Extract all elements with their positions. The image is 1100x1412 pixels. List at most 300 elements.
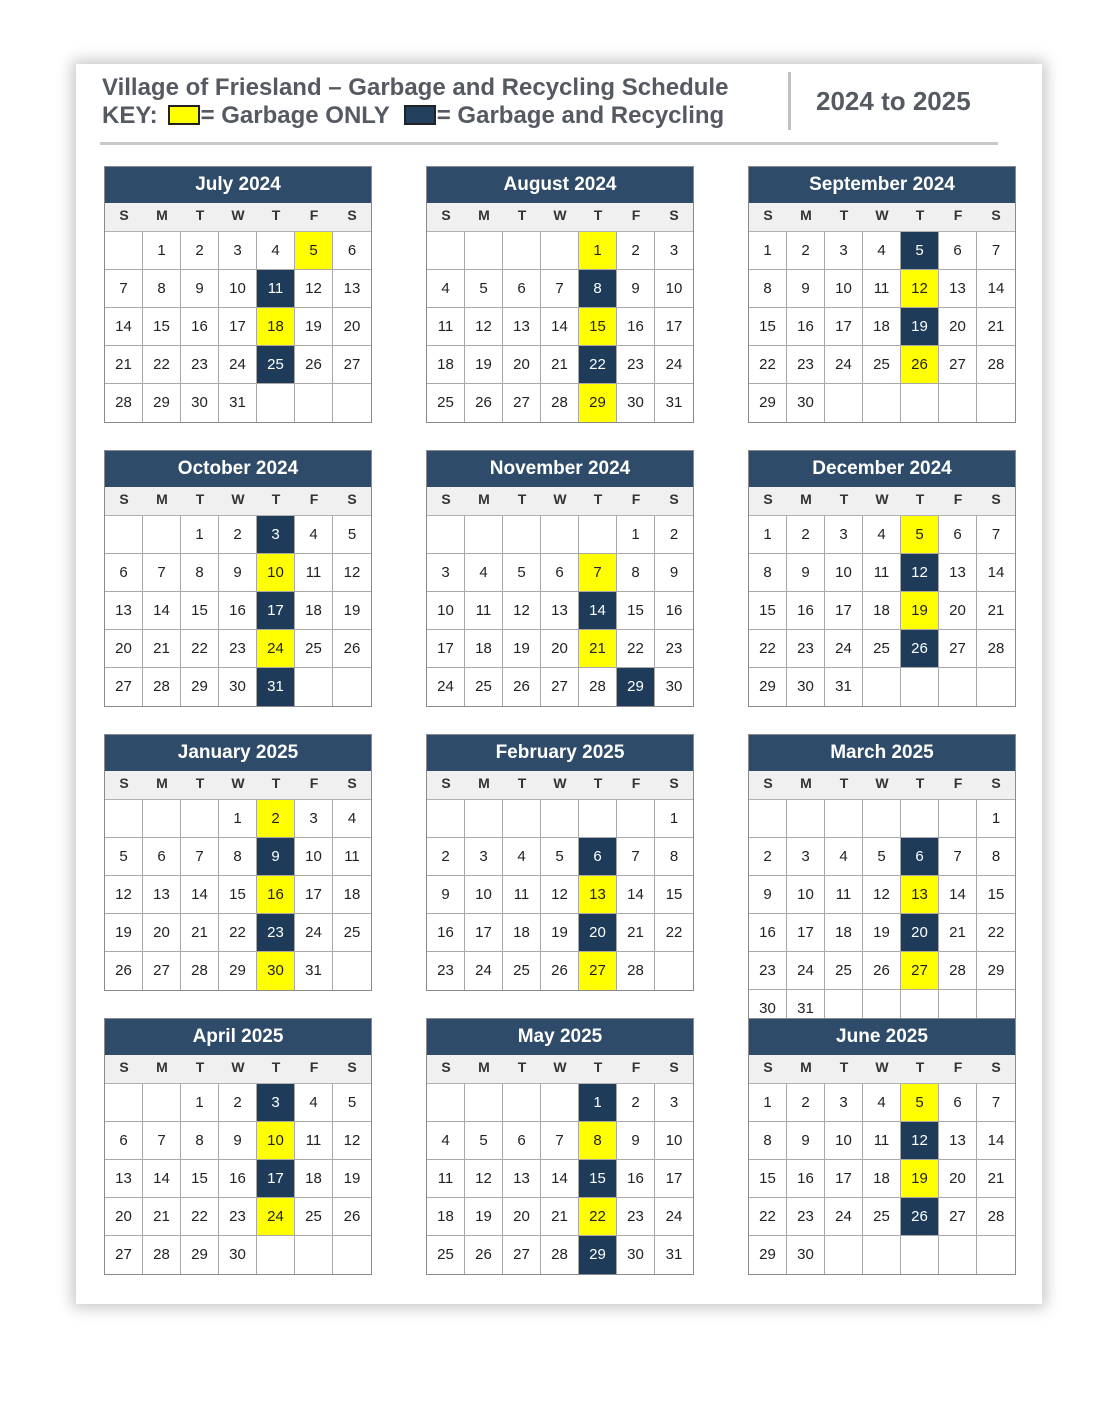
- day-cell: 16: [181, 308, 219, 346]
- weekday-label: T: [839, 491, 849, 507]
- empty-day-cell: [295, 1236, 333, 1274]
- day-cell: 6: [939, 516, 977, 554]
- empty-day-cell: [503, 1084, 541, 1122]
- weekday-label: W: [875, 1059, 889, 1075]
- day-cell: 2: [617, 232, 655, 270]
- weekday-label: M: [156, 775, 168, 791]
- day-cell: 13: [333, 270, 371, 308]
- empty-day-cell: [655, 952, 693, 990]
- empty-day-cell: [427, 800, 465, 838]
- day-cell-garbage-only: 19: [901, 592, 939, 630]
- weekday-label: S: [763, 491, 773, 507]
- day-cell: 15: [749, 1160, 787, 1198]
- empty-day-cell: [977, 384, 1015, 422]
- day-cell-garbage-only: 13: [901, 876, 939, 914]
- day-cell: 21: [143, 1198, 181, 1236]
- day-cell: 2: [427, 838, 465, 876]
- day-cell-garbage-recycling: 6: [579, 838, 617, 876]
- garbage-only-swatch: [168, 105, 200, 125]
- day-cell: 21: [939, 914, 977, 952]
- day-cell: 28: [541, 1236, 579, 1274]
- day-cell: 15: [143, 308, 181, 346]
- day-cell: 31: [787, 990, 825, 1028]
- day-cell-garbage-only: 10: [257, 1122, 295, 1160]
- day-cell: 5: [503, 554, 541, 592]
- month-calendar: [104, 734, 372, 991]
- day-cell: 17: [465, 914, 503, 952]
- weekday-label: T: [195, 1059, 205, 1075]
- day-cell: 26: [465, 1236, 503, 1274]
- weekday-label: T: [195, 775, 205, 791]
- day-cell: 26: [465, 384, 503, 422]
- day-cell: 1: [181, 516, 219, 554]
- day-cell: 4: [503, 838, 541, 876]
- day-cell: 4: [465, 554, 503, 592]
- day-cell: 16: [219, 592, 257, 630]
- day-cell: 30: [665, 678, 683, 695]
- day-cell: 20: [105, 1198, 143, 1236]
- empty-day-cell: [825, 384, 863, 422]
- empty-day-cell: [541, 232, 579, 270]
- weekday-label: F: [631, 207, 641, 223]
- day-cell: 5: [333, 516, 371, 554]
- day-cell-garbage-recycling: 19: [901, 308, 939, 346]
- day-cell: 26: [333, 1198, 371, 1236]
- day-cell: 11: [295, 554, 333, 592]
- header-divider: [788, 72, 791, 130]
- weekday-label: T: [271, 775, 281, 791]
- day-cell-garbage-recycling: 6: [901, 838, 939, 876]
- day-cell: 24: [825, 346, 863, 384]
- day-cell: 9: [219, 554, 257, 592]
- day-cell: 24: [295, 914, 333, 952]
- day-cell: 10: [655, 1122, 693, 1160]
- weekday-label: T: [517, 1059, 527, 1075]
- day-cell: 7: [143, 1122, 181, 1160]
- empty-day-cell: [181, 800, 219, 838]
- day-cell: 19: [465, 346, 503, 384]
- month-title: May 2025: [427, 1019, 693, 1055]
- day-cell: 22: [749, 1198, 787, 1236]
- day-cell: 3: [427, 554, 465, 592]
- day-cell: 13: [939, 1122, 977, 1160]
- day-grid: [427, 232, 693, 422]
- day-cell: 24: [787, 952, 825, 990]
- empty-day-cell: [977, 1236, 1015, 1274]
- day-cell-garbage-only: 15: [579, 308, 617, 346]
- day-cell: 6: [105, 1122, 143, 1160]
- empty-day-cell: [105, 800, 143, 838]
- day-cell: 13: [143, 876, 181, 914]
- day-cell-garbage-only: 22: [579, 1198, 617, 1236]
- empty-day-cell: [427, 516, 465, 554]
- day-cell: 6: [143, 838, 181, 876]
- day-cell: 16: [219, 1160, 257, 1198]
- day-cell: 17: [295, 876, 333, 914]
- empty-day-cell: [295, 384, 333, 422]
- legend: [102, 102, 724, 130]
- day-cell: 25: [427, 384, 465, 422]
- day-cell: 16: [617, 308, 655, 346]
- day-cell: 21: [541, 1198, 579, 1236]
- weekday-label: T: [915, 207, 925, 223]
- day-cell-garbage-recycling: 11: [257, 270, 295, 308]
- day-cell: 4: [825, 838, 863, 876]
- weekday-label: F: [309, 775, 319, 791]
- empty-day-cell: [939, 1236, 977, 1274]
- day-cell: 20: [939, 308, 977, 346]
- month-calendar: [748, 1018, 1016, 1275]
- day-cell: 7: [181, 838, 219, 876]
- weekday-label: S: [347, 491, 357, 507]
- month-calendar: [426, 1018, 694, 1275]
- day-cell: 1: [749, 1084, 787, 1122]
- day-cell: 22: [749, 630, 787, 668]
- day-cell: 19: [503, 630, 541, 668]
- day-cell: 29: [749, 384, 787, 422]
- empty-day-cell: [465, 232, 503, 270]
- day-cell: 15: [749, 592, 787, 630]
- day-cell: 27: [143, 952, 181, 990]
- day-cell: 30: [787, 384, 825, 422]
- day-cell: 6: [105, 554, 143, 592]
- empty-day-cell: [105, 232, 143, 270]
- day-cell: 21: [977, 308, 1015, 346]
- day-cell: 28: [105, 384, 143, 422]
- month-calendar: [426, 166, 694, 423]
- day-cell: 9: [787, 270, 825, 308]
- weekday-label: S: [441, 1059, 451, 1075]
- day-cell: 20: [503, 1198, 541, 1236]
- day-cell: 23: [655, 630, 693, 668]
- weekday-header: [749, 487, 1015, 516]
- day-cell-garbage-recycling: 9: [257, 838, 295, 876]
- weekday-label: M: [478, 207, 490, 223]
- day-cell: 13: [105, 1160, 143, 1198]
- weekday-label: S: [763, 207, 773, 223]
- day-grid: [105, 516, 371, 706]
- day-cell: 16: [749, 914, 787, 952]
- day-cell: 14: [143, 592, 181, 630]
- day-cell: 14: [977, 554, 1015, 592]
- day-cell: 23: [617, 1198, 655, 1236]
- weekday-header: [427, 1055, 693, 1084]
- day-cell: 22: [143, 346, 181, 384]
- day-cell: 17: [655, 1160, 693, 1198]
- day-cell: 26: [863, 952, 901, 990]
- day-cell: 14: [105, 308, 143, 346]
- empty-day-cell: [257, 384, 295, 422]
- day-cell-garbage-only: 5: [295, 232, 333, 270]
- day-cell: 20: [939, 592, 977, 630]
- empty-day-cell: [939, 668, 977, 706]
- empty-day-cell: [503, 232, 541, 270]
- day-cell: 26: [295, 346, 333, 384]
- day-cell: 28: [977, 630, 1015, 668]
- weekday-label: M: [156, 1059, 168, 1075]
- day-cell: 11: [427, 308, 465, 346]
- day-cell: 13: [939, 554, 977, 592]
- empty-day-cell: [541, 800, 579, 838]
- weekday-label: T: [271, 1059, 281, 1075]
- day-grid: [105, 800, 371, 990]
- day-cell: 7: [939, 838, 977, 876]
- empty-day-cell: [427, 232, 465, 270]
- empty-day-cell: [257, 1236, 295, 1274]
- weekday-label: S: [763, 775, 773, 791]
- weekday-label: S: [119, 775, 129, 791]
- weekday-label: W: [875, 207, 889, 223]
- day-cell: 28: [143, 668, 181, 706]
- day-cell: 31: [295, 952, 333, 990]
- day-cell: 19: [333, 592, 371, 630]
- day-cell: 4: [257, 232, 295, 270]
- day-cell: 1: [749, 516, 787, 554]
- weekday-label: F: [309, 207, 319, 223]
- weekday-label: S: [119, 1059, 129, 1075]
- weekday-header: [749, 771, 1015, 800]
- day-cell: 15: [181, 1160, 219, 1198]
- day-cell: 25: [825, 952, 863, 990]
- day-cell: 6: [541, 554, 579, 592]
- empty-day-cell: [143, 800, 181, 838]
- empty-day-cell: [541, 1084, 579, 1122]
- day-cell: 14: [617, 876, 655, 914]
- day-cell-garbage-only: 21: [579, 630, 617, 668]
- day-cell: 10: [787, 876, 825, 914]
- day-cell: 14: [977, 270, 1015, 308]
- day-cell-garbage-recycling: 26: [901, 1198, 939, 1236]
- day-cell: 22: [977, 914, 1015, 952]
- day-cell: 12: [465, 1160, 503, 1198]
- day-cell-garbage-recycling: 26: [901, 630, 939, 668]
- day-cell: 16: [655, 592, 693, 630]
- day-cell: 10: [427, 592, 465, 630]
- day-cell: 28: [977, 346, 1015, 384]
- legend-garbage-label: = Garbage ONLY: [200, 102, 390, 129]
- day-cell: 29: [219, 952, 257, 990]
- day-cell: 18: [427, 1198, 465, 1236]
- weekday-label: T: [593, 775, 603, 791]
- day-cell: 25: [333, 914, 371, 952]
- day-cell: 12: [863, 876, 901, 914]
- month-calendar: [748, 166, 1016, 423]
- empty-day-cell: [579, 516, 617, 554]
- day-cell-garbage-only: 24: [257, 1198, 295, 1236]
- day-grid: [105, 1084, 371, 1274]
- day-cell: 23: [749, 952, 787, 990]
- empty-day-cell: [863, 668, 901, 706]
- day-cell: 25: [295, 1198, 333, 1236]
- day-cell: 7: [105, 270, 143, 308]
- page-header: [100, 72, 998, 145]
- day-grid: [749, 232, 1015, 422]
- day-cell: 24: [825, 630, 863, 668]
- day-cell: 14: [181, 876, 219, 914]
- day-cell: 30: [787, 668, 825, 706]
- day-cell: 21: [181, 914, 219, 952]
- day-cell: 15: [219, 876, 257, 914]
- empty-day-cell: [503, 516, 541, 554]
- weekday-label: T: [195, 491, 205, 507]
- weekday-label: M: [156, 491, 168, 507]
- day-cell-garbage-only: 8: [579, 1122, 617, 1160]
- day-cell: 10: [825, 270, 863, 308]
- empty-day-cell: [901, 668, 939, 706]
- weekday-header: [427, 771, 693, 800]
- weekday-label: S: [669, 775, 679, 791]
- weekday-label: T: [517, 491, 527, 507]
- day-cell: 4: [863, 232, 901, 270]
- day-cell: 16: [617, 1160, 655, 1198]
- weekday-label: T: [915, 775, 925, 791]
- weekday-label: S: [991, 491, 1001, 507]
- day-cell: 3: [825, 516, 863, 554]
- day-cell: 19: [105, 914, 143, 952]
- day-cell: 23: [181, 346, 219, 384]
- day-cell: 20: [143, 914, 181, 952]
- year-range: 2024 to 2025: [816, 86, 971, 116]
- day-cell: 22: [617, 630, 655, 668]
- day-cell-garbage-recycling: 29: [579, 1236, 617, 1274]
- day-cell: 28: [977, 1198, 1015, 1236]
- day-cell: 12: [465, 308, 503, 346]
- day-cell: 3: [825, 1084, 863, 1122]
- day-cell: 4: [427, 270, 465, 308]
- day-cell: 23: [219, 630, 257, 668]
- weekday-label: F: [953, 491, 963, 507]
- day-cell: 2: [787, 232, 825, 270]
- day-cell: 17: [787, 914, 825, 952]
- weekday-label: T: [271, 491, 281, 507]
- weekday-header: [749, 1055, 1015, 1084]
- weekday-label: S: [669, 1059, 679, 1075]
- day-cell: 21: [541, 346, 579, 384]
- empty-day-cell: [333, 1236, 371, 1274]
- day-cell: 18: [295, 1160, 333, 1198]
- month-calendar: [104, 166, 372, 423]
- day-cell-garbage-recycling: 20: [579, 914, 617, 952]
- day-cell: 9: [181, 270, 219, 308]
- weekday-label: S: [119, 207, 129, 223]
- weekday-label: S: [991, 1059, 1001, 1075]
- day-cell: 20: [503, 346, 541, 384]
- month-title: June 2025: [749, 1019, 1015, 1055]
- weekday-label: W: [553, 491, 567, 507]
- day-cell: 6: [503, 270, 541, 308]
- month-title: September 2024: [749, 167, 1015, 203]
- day-cell: 19: [465, 1198, 503, 1236]
- weekday-label: F: [309, 1059, 319, 1075]
- day-cell: 29: [143, 384, 181, 422]
- day-cell: 10: [825, 1122, 863, 1160]
- day-cell: 9: [617, 1122, 655, 1160]
- weekday-header: [427, 203, 693, 232]
- weekday-label: W: [553, 1059, 567, 1075]
- day-cell: 29: [749, 1236, 787, 1274]
- day-cell: 4: [863, 516, 901, 554]
- day-cell: 28: [181, 952, 219, 990]
- weekday-header: [749, 203, 1015, 232]
- day-cell: 9: [617, 270, 655, 308]
- day-cell: 17: [825, 1160, 863, 1198]
- day-cell: 31: [665, 1246, 683, 1263]
- day-cell: 8: [655, 838, 693, 876]
- month-calendar: [426, 734, 694, 991]
- day-cell-garbage-only: 12: [901, 270, 939, 308]
- weekday-label: M: [800, 775, 812, 791]
- day-cell: 10: [655, 270, 693, 308]
- day-grid: [427, 516, 693, 706]
- weekday-header: [105, 487, 371, 516]
- empty-day-cell: [541, 516, 579, 554]
- weekday-label: S: [441, 491, 451, 507]
- weekday-label: F: [631, 775, 641, 791]
- day-cell: 3: [295, 800, 333, 838]
- day-cell: 6: [939, 1084, 977, 1122]
- weekday-header: [105, 203, 371, 232]
- day-cell: 23: [427, 952, 465, 990]
- day-cell: 22: [655, 914, 693, 952]
- day-cell: 26: [105, 952, 143, 990]
- day-cell: 21: [977, 1160, 1015, 1198]
- day-cell: 3: [219, 232, 257, 270]
- empty-day-cell: [863, 800, 901, 838]
- empty-day-cell: [977, 668, 1015, 706]
- day-cell: 1: [143, 232, 181, 270]
- day-cell-garbage-only: 19: [901, 1160, 939, 1198]
- weekday-label: F: [953, 1059, 963, 1075]
- day-cell: 17: [825, 592, 863, 630]
- day-cell: 20: [541, 630, 579, 668]
- day-cell: 2: [181, 232, 219, 270]
- weekday-label: W: [875, 491, 889, 507]
- day-cell-garbage-recycling: 17: [257, 1160, 295, 1198]
- day-cell: 16: [787, 308, 825, 346]
- day-cell: 19: [541, 914, 579, 952]
- day-cell: 18: [333, 876, 371, 914]
- day-cell: 7: [617, 838, 655, 876]
- day-cell: 26: [503, 668, 541, 706]
- day-cell: 15: [655, 876, 693, 914]
- day-grid: [427, 1084, 693, 1274]
- day-cell: 3: [655, 1084, 693, 1122]
- day-cell: 24: [655, 346, 693, 384]
- empty-day-cell: [901, 1236, 939, 1274]
- day-cell: 2: [787, 1084, 825, 1122]
- month-title: February 2025: [427, 735, 693, 771]
- day-cell-garbage-only: 24: [257, 630, 295, 668]
- empty-day-cell: [901, 800, 939, 838]
- day-cell: 27: [105, 668, 143, 706]
- day-cell-garbage-only: 18: [257, 308, 295, 346]
- day-cell-garbage-only: 2: [257, 800, 295, 838]
- day-cell: 6: [333, 232, 371, 270]
- day-cell: 29: [749, 668, 787, 706]
- day-cell: 28: [939, 952, 977, 990]
- day-cell: 22: [749, 346, 787, 384]
- day-cell: 16: [427, 914, 465, 952]
- empty-day-cell: [617, 800, 655, 838]
- day-cell: 18: [503, 914, 541, 952]
- day-cell: 30: [617, 384, 655, 422]
- day-cell: 15: [617, 592, 655, 630]
- day-cell: 25: [503, 952, 541, 990]
- day-cell: 29: [181, 1236, 219, 1274]
- empty-day-cell: [295, 668, 333, 706]
- day-cell: 3: [465, 838, 503, 876]
- day-cell: 7: [541, 1122, 579, 1160]
